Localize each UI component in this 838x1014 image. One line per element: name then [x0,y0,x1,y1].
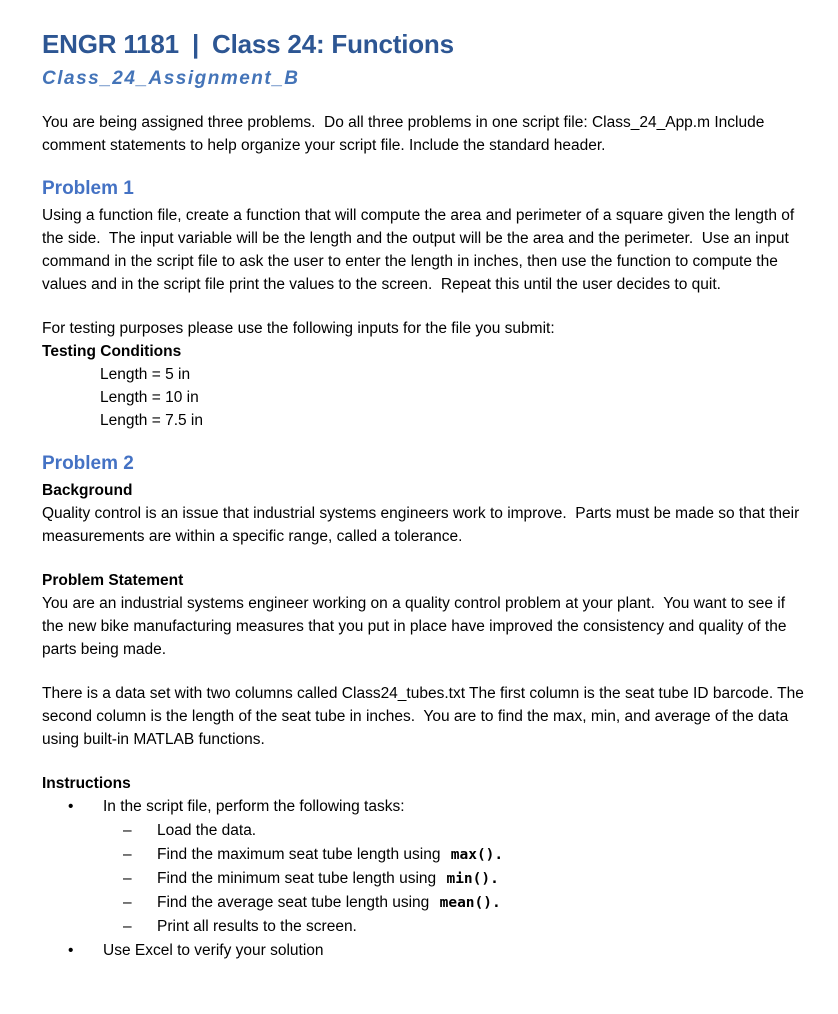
dataset-paragraph: There is a data set with two columns called Class24_tubes.txt The first column is the seat tube ID barcode. The second column is the length of the seat tube in inches. You are to find the max, min, and average of the data using built-in MATLAB functions. [42,685,809,748]
dash-icon: – [123,870,132,887]
dash-icon: – [123,918,132,935]
assignment-file-subtitle: Class_24_Assignment_B [42,68,300,89]
task-text: Print all results to the screen. [157,918,357,935]
task-text: Find the average seat tube length using [157,894,434,911]
bullet-icon: • [68,798,74,815]
task-item-print [42,915,804,939]
instruction-bullet-text: Use Excel to verify your solution [103,942,324,959]
code-snippet-max: max(). [450,847,504,863]
task-item-load [42,819,804,843]
testing-condition-3: Length = 7.5 in [100,412,203,429]
document-title [42,28,804,60]
problem1-heading: Problem 1 [42,178,134,199]
class-topic: Class 24: Functions [212,29,454,59]
instruction-bullet-item [42,795,804,819]
instruction-bullet-text: In the script file, perform the following tasks: [103,798,405,815]
problem1-description: Using a function file, create a function that will compute the area and perimeter of a square given the length of the side. The input variable will be the length and the output will be the area and the perimeter. Use an input command in the script file to ask the user to enter the length in inches, then use the function to compute the values and in the script file print the values to the screen. Repeat this until the user decides to quit. [42,207,799,293]
code-snippet-min: min(). [446,871,499,887]
testing-intro: For testing purposes please use the following inputs for the file you submit: [42,320,555,337]
testing-condition-1: Length = 5 in [100,366,191,383]
testing-condition-2: Length = 10 in [100,389,199,406]
title-separator: | [191,29,200,59]
code-snippet-mean: mean(). [439,895,501,911]
problem2-heading: Problem 2 [42,453,134,474]
task-item-max [42,843,804,867]
bullet-icon: • [68,942,74,959]
task-text: Find the maximum seat tube length using [157,846,445,863]
task-text: Load the data. [157,822,257,839]
problem-statement-heading: Problem Statement [42,572,184,589]
dash-icon: – [123,846,132,863]
problem-statement-paragraph: You are an industrial systems engineer working on a quality control problem at your plant. You want to see if the new bike manufacturing measures that you put in place have improved the consistency and quality of the parts being made. [42,595,791,658]
testing-conditions-heading: Testing Conditions [42,343,182,360]
task-item-min [42,867,804,891]
dash-icon: – [123,822,132,839]
instruction-bullet-item-excel [42,939,804,963]
course-code: ENGR 1181 [42,29,179,59]
task-text: Find the minimum seat tube length using [157,870,441,887]
intro-paragraph: You are being assigned three problems. Do all three problems in one script file: Class_24_App.m Include comment statements to help organize your script file. Include the standard header. [42,114,769,154]
instructions-heading: Instructions [42,775,131,792]
background-paragraph: Quality control is an issue that industrial systems engineers work to improve. Parts must be made so that their measurements are within a specific range, called a tolerance. [42,505,804,545]
task-item-mean [42,891,804,915]
dash-icon: – [123,894,132,911]
background-heading: Background [42,482,133,499]
